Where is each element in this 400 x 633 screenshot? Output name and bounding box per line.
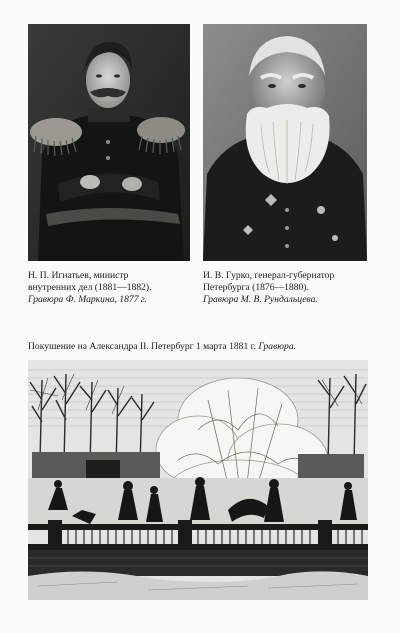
caption-gurko-line1: И. В. Гурко, генерал-губернатор	[203, 270, 335, 281]
caption-gurko	[203, 270, 373, 306]
portrait-ignatiev	[28, 24, 190, 261]
portrait-gurko	[203, 24, 367, 261]
caption-engraving	[28, 341, 373, 353]
caption-ignatiev-credit: Гравюра Ф. Маркина, 1877 г.	[28, 294, 147, 305]
caption-ignatiev-line1: Н. П. Игнатьев, министр	[28, 270, 129, 281]
caption-engraving-text: Покушение на Александра II. Петербург 1 марта 1881 г.	[28, 341, 259, 352]
caption-gurko-line2: Петербурга (1876—1880).	[203, 282, 309, 293]
caption-engraving-credit: Гравюра.	[258, 341, 297, 352]
engraving-assassination	[28, 360, 368, 600]
caption-ignatiev-line2: внутренних дел (1881—1882).	[28, 282, 152, 293]
caption-gurko-credit: Гравюра М. В. Рундальцева.	[203, 294, 318, 305]
caption-ignatiev	[28, 270, 193, 306]
